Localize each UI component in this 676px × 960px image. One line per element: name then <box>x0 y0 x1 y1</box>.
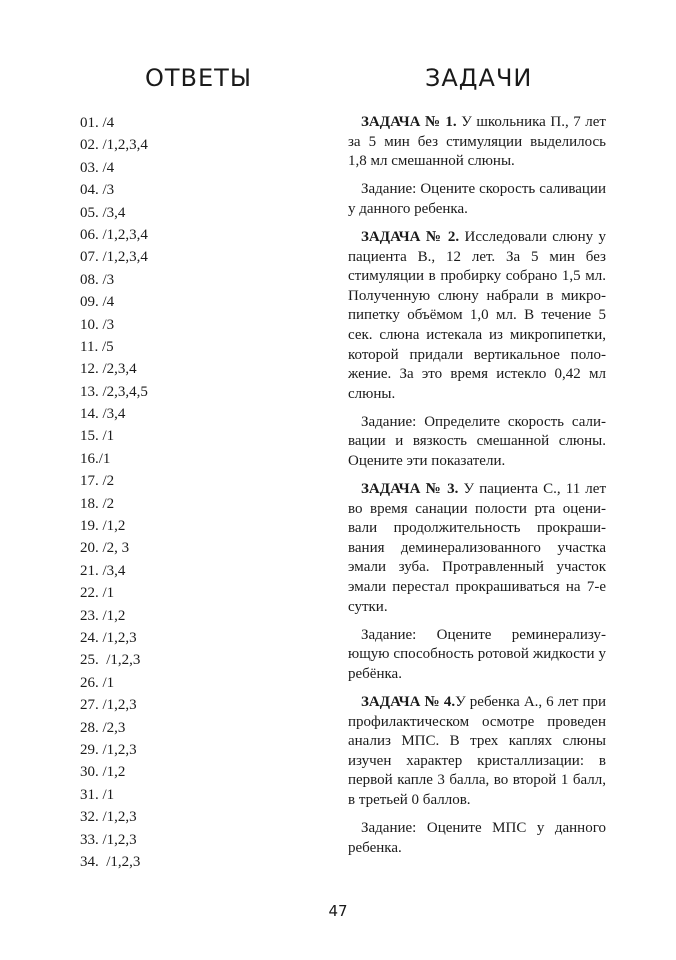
task-3-text: У пациента С., 11 лет во время санации полости рта оценивали продолжительность прокрашивания деминерализованного участка эмали зуба. Протравленный участок эмали перестал прокрашиваться на 7-е сутки. <box>348 481 606 615</box>
page-number: 47 <box>328 902 348 920</box>
answer-item: 19. /1,2 <box>80 518 126 535</box>
answer-item: 28. /2,3 <box>80 719 126 736</box>
answers-heading: ОТВЕТЫ <box>145 64 253 92</box>
answer-item: 33. /1,2,3 <box>80 831 137 848</box>
answer-item: 16./1 <box>80 450 111 467</box>
task-2-assignment: Задание: Определите скорость саливации и вязкость смешанной слюны. Оцените эти показатели. <box>348 413 606 469</box>
task-3-title: ЗАДАЧА № 3. <box>361 481 459 498</box>
answer-item: 01. /4 <box>80 115 115 131</box>
answer-item: 06. /1,2,3,4 <box>80 226 148 243</box>
task-2-paragraph <box>348 228 606 404</box>
tasks-column <box>348 113 606 867</box>
answer-item: 08. /3 <box>80 271 115 288</box>
answer-item: 32. /1,2,3 <box>80 809 137 826</box>
task-1-title: ЗАДАЧА № 1. <box>361 114 457 130</box>
answer-item: 31. /1 <box>80 786 115 803</box>
task-4-title: ЗАДАЧА № 4. <box>361 694 456 711</box>
answer-item: 29. /1,2,3 <box>80 741 137 758</box>
task-3-paragraph <box>348 480 606 617</box>
answer-item: 26. /1 <box>80 674 115 691</box>
answer-item: 11. /5 <box>80 338 114 355</box>
task-1-text: У школьника П., 7 лет за 5 мин без стимуляции выделилось 1,8 мл смешанной слюны. <box>348 114 606 170</box>
answer-item: 18. /2 <box>80 495 115 512</box>
answer-item: 05. /3,4 <box>80 204 126 221</box>
answer-item: 07. /1,2,3,4 <box>80 249 148 266</box>
answer-item: 04. /3 <box>80 182 115 199</box>
answer-item: 10. /3 <box>80 316 115 333</box>
answer-item: 12. /2,3,4 <box>80 361 137 378</box>
answer-item: 02. /1,2,3,4 <box>80 137 148 154</box>
task-4-paragraph <box>348 693 606 811</box>
task-1-paragraph <box>348 113 606 172</box>
task-2-text: Исследовали слюну у пациента В., 12 лет. За 5 мин без стимуляции в пробирку собрано 1,5 мл. Полученную слюну набрали в микропипетку объёмом 1,0 мл. В течение 5 сек. слюна истекала из микропипетки, которой придали вертикальное положение. За это время истекло 0,42 мл слюны. <box>348 228 606 402</box>
task-4-assignment: Задание: Оцените МПС у данного ребенка. <box>348 820 606 856</box>
answer-item: 13. /2,3,4,5 <box>80 383 148 400</box>
answer-item: 24. /1,2,3 <box>80 629 137 646</box>
task-3-assignment: Задание: Оцените реминерализующую способность ротовой жидкости у ребёнка. <box>348 626 606 682</box>
task-2-title: ЗАДАЧА № 2. <box>361 228 460 245</box>
task-4-text: У ребенка А., 6 лет при профилактическом осмотре проведен анализ МПС. В трех каплях слюны изучен характер кристаллизации: в первой капле 3 балла, во второй 1 балл, в третьей 0 баллов. <box>348 694 606 808</box>
answers-list <box>80 112 148 873</box>
answer-item: 20. /2, 3 <box>80 540 130 557</box>
answer-item: 25. /1,2,3 <box>80 652 141 669</box>
tasks-heading: ЗАДАЧИ <box>425 64 533 92</box>
answer-item: 22. /1 <box>80 585 115 602</box>
answer-item: 17. /2 <box>80 473 115 490</box>
task-1-assignment: Задание: Оцените скорость саливации у данного ребенка. <box>348 181 606 217</box>
answer-item: 30. /1,2 <box>80 764 126 781</box>
answer-item: 03. /4 <box>80 159 115 176</box>
answer-item: 27. /1,2,3 <box>80 697 137 714</box>
answer-item: 15. /1 <box>80 428 115 445</box>
answer-item: 09. /4 <box>80 294 115 311</box>
answer-item: 23. /1,2 <box>80 607 126 624</box>
answer-item: 14. /3,4 <box>80 406 126 423</box>
answer-item: 21. /3,4 <box>80 562 126 579</box>
answer-item: 34. /1,2,3 <box>80 853 141 870</box>
